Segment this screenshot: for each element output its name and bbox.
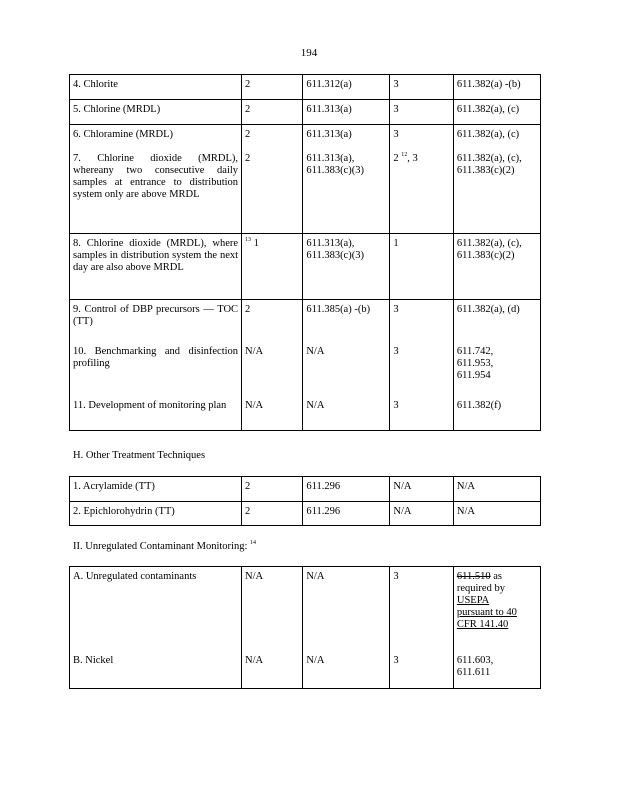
row-name: 2. Epichlorohydrin (TT) <box>70 502 242 526</box>
row-reference: 611.382(a), (c), 611.383(c)(2) <box>453 149 540 234</box>
row-years: N/A <box>390 477 453 502</box>
requirements-table-h <box>69 476 541 526</box>
row-frequency: 2 <box>242 125 303 149</box>
row-name: 5. Chlorine (MRDL) <box>70 100 242 125</box>
row-section: 611.313(a), 611.383(c)(3) <box>303 234 390 300</box>
inserted-text: pursuant to 40 <box>456 607 517 618</box>
section-heading-ii: II. Unregulated Contaminant Monitoring: $^{14}$ <box>73 540 257 552</box>
row-section: 611.313(a), 611.383(c)(3) <box>303 149 390 234</box>
row-frequency: N/A <box>242 651 303 689</box>
row-years: 3 <box>390 396 453 431</box>
page-number: 194 <box>300 47 318 59</box>
footnote-marker: 13 <box>245 237 252 243</box>
table-row <box>70 100 541 125</box>
row-frequency: N/A <box>242 567 303 651</box>
row-frequency: 2 <box>242 100 303 125</box>
inserted-text: CFR 141.40 <box>456 619 509 630</box>
table-row <box>70 396 541 431</box>
table-row <box>70 567 541 651</box>
row-section: 611.296 <box>303 477 390 502</box>
row-years: 1 <box>390 234 453 300</box>
row-name: 11. Development of monitoring plan <box>70 396 242 431</box>
row-reference: 611.742, 611.953, 611.954 <box>453 342 540 396</box>
row-reference: N/A <box>453 477 540 502</box>
row-frequency: N/A <box>242 342 303 396</box>
row-reference: 611.382(a), (c) <box>453 100 540 125</box>
row-frequency: 2 <box>242 75 303 100</box>
row-reference: 611.382(a), (c), 611.383(c)(2) <box>453 234 540 300</box>
row-years: 3 <box>390 342 453 396</box>
row-reference: 611.603, 611.611 <box>453 651 540 689</box>
row-years: 3 <box>390 100 453 125</box>
row-section: N/A <box>303 342 390 396</box>
requirements-table-g <box>69 74 541 431</box>
table-row <box>70 342 541 396</box>
table-row <box>70 477 541 502</box>
row-years: 3 <box>390 651 453 689</box>
row-name: 10. Benchmarking and disinfection profiling <box>70 342 242 396</box>
row-name: 7. Chlorine dioxide (MRDL), whereany two consecutive daily samples at entrance to distribution system only are above MRDL <box>70 149 242 234</box>
table-row <box>70 234 541 300</box>
footnote-marker: 14 <box>250 540 257 546</box>
row-frequency: $^{13}$ 1 <box>242 234 303 300</box>
row-years: 3 <box>390 75 453 100</box>
row-section: 611.313(a) <box>303 100 390 125</box>
row-frequency: 2 <box>242 149 303 234</box>
deleted-text: 611.510 <box>456 571 491 582</box>
row-section: N/A <box>303 567 390 651</box>
row-years: 3 <box>390 567 453 651</box>
row-name: 1. Acrylamide (TT) <box>70 477 242 502</box>
row-name: 8. Chlorine dioxide (MRDL), where samples in distribution system the next day are also above MRDL <box>70 234 242 300</box>
row-section: 611.312(a) <box>303 75 390 100</box>
row-years: 3 <box>390 300 453 342</box>
row-section: N/A <box>303 651 390 689</box>
row-name: 6. Chloramine (MRDL) <box>70 125 242 149</box>
row-section: N/A <box>303 396 390 431</box>
table-row <box>70 149 541 234</box>
inserted-text: USEPA <box>456 595 490 606</box>
row-section: 611.296 <box>303 502 390 526</box>
row-years: 3 <box>390 125 453 149</box>
row-frequency: N/A <box>242 396 303 431</box>
row-frequency: 2 <box>242 502 303 526</box>
row-reference: 611.382(f) <box>453 396 540 431</box>
row-name: B. Nickel <box>70 651 242 689</box>
table-row <box>70 300 541 342</box>
row-reference: 611.382(a), (c) <box>453 125 540 149</box>
row-name: 9. Control of DBP precursors — TOC (TT) <box>70 300 242 342</box>
table-row <box>70 75 541 100</box>
row-section: 611.385(a) -(b) <box>303 300 390 342</box>
table-row <box>70 502 541 526</box>
row-reference: 611.382(a) -(b) <box>453 75 540 100</box>
row-years: 2 $^{12}$, 3 <box>390 149 453 234</box>
table-row <box>70 125 541 149</box>
row-section: 611.313(a) <box>303 125 390 149</box>
table-row <box>70 651 541 689</box>
row-years: N/A <box>390 502 453 526</box>
row-name: A. Unregulated contaminants <box>70 567 242 651</box>
footnote-marker: 12 <box>401 151 408 158</box>
row-reference: N/A <box>453 502 540 526</box>
requirements-table-ii <box>69 566 541 689</box>
row-reference: 611.382(a), (d) <box>453 300 540 342</box>
row-frequency: 2 <box>242 300 303 342</box>
row-frequency: 2 <box>242 477 303 502</box>
row-reference: 611.510 as required by USEPA pursuant to 40 CFR 141.40 <box>453 567 540 651</box>
row-name: 4. Chlorite <box>70 75 242 100</box>
section-heading-h: H. Other Treatment Techniques <box>73 450 206 461</box>
